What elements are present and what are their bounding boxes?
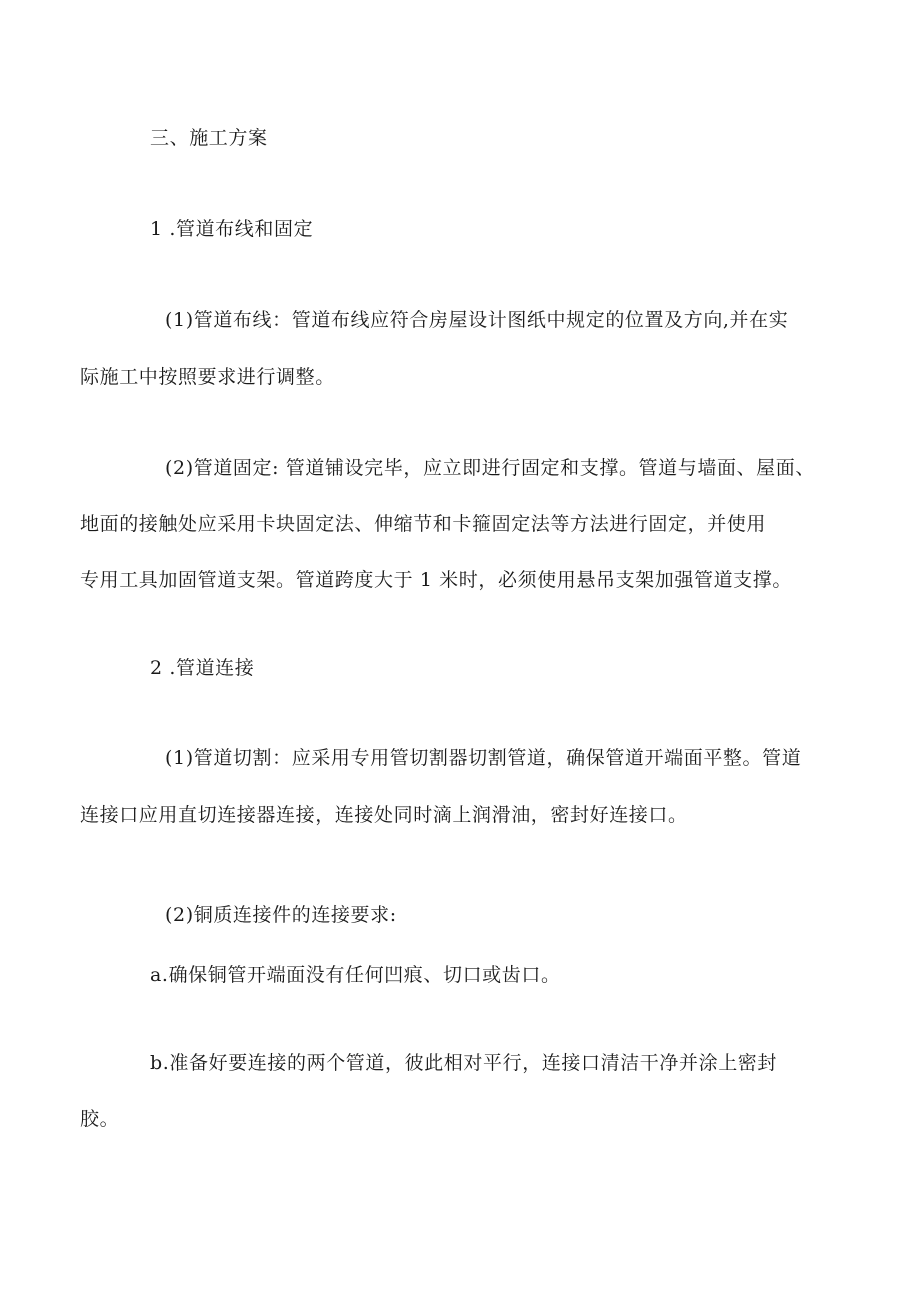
paragraph-line: (1)管道切割：应采用专用管切割器切割管道，确保管道开端面平整。管道	[165, 747, 802, 769]
paragraph-line: 际施工中按照要求进行调整。	[80, 366, 335, 388]
section-heading: 三、施工方案	[150, 127, 268, 149]
list-item-b: b.准备好要连接的两个管道，彼此相对平行，连接口清洁干净并涂上密封	[150, 1052, 778, 1074]
subsection-heading-1: 1 .管道布线和固定	[150, 218, 314, 240]
paragraph-line: 专用工具加固管道支架。管道跨度大于 1 米时，必须使用悬吊支架加强管道支撑。	[80, 569, 792, 591]
paragraph-line: 地面的接触处应采用卡块固定法、伸缩节和卡箍固定法等方法进行固定，并使用	[80, 513, 767, 535]
paragraph-line: (2)管道固定: 管道铺设完毕，应立即进行固定和支撑。管道与墙面、屋面、	[165, 457, 815, 479]
list-item-b-continuation: 胶。	[80, 1108, 120, 1130]
paragraph-line: (1)管道布线：管道布线应符合房屋设计图纸中规定的位置及方向,并在实	[165, 309, 789, 331]
subsection-heading-2: 2 .管道连接	[150, 657, 255, 679]
paragraph-line: 连接口应用直切连接器连接，连接处同时滴上润滑油，密封好连接口。	[80, 804, 688, 826]
list-item-a: a.确保铜管开端面没有任何凹痕、切口或齿口。	[150, 964, 561, 986]
paragraph-line: (2)铜质连接件的连接要求:	[165, 904, 397, 926]
